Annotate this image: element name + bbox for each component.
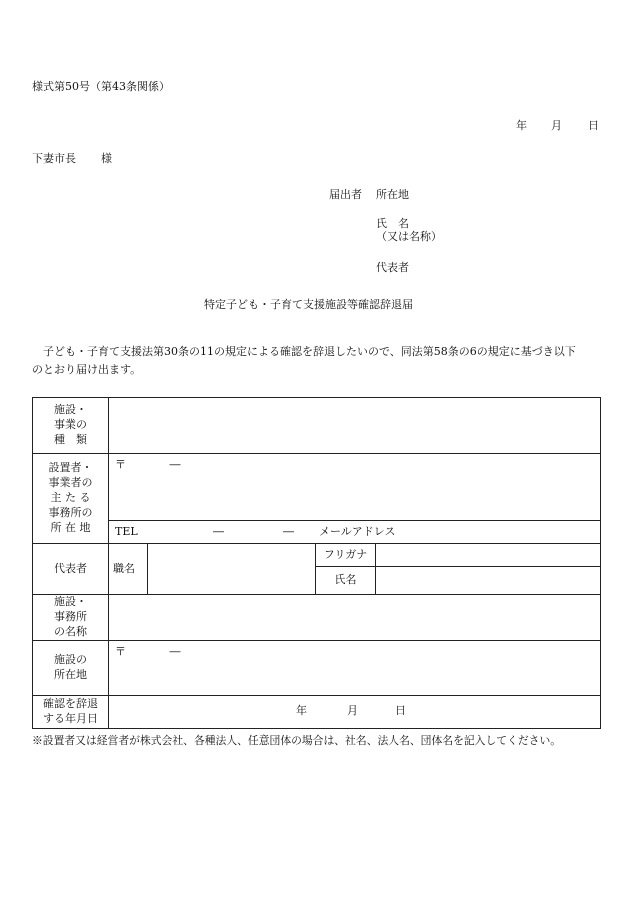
withdrawal-day: 日 — [395, 704, 406, 717]
facility-location-field[interactable] — [109, 641, 601, 696]
row-facility-location — [33, 641, 601, 696]
operator-address-field[interactable] — [109, 454, 601, 521]
row-operator-contact — [33, 521, 601, 544]
applicant-label: 届出者 — [329, 188, 362, 201]
date-year: 年 — [516, 119, 527, 132]
furigana-label: フリガナ — [316, 544, 376, 567]
job-title-field[interactable] — [148, 544, 316, 595]
facility-location-label: 施設の 所在地 — [33, 641, 109, 696]
applicant-name-label: 氏 名 — [376, 217, 409, 230]
facility-type-label: 施設・ 事業の 種 類 — [33, 398, 109, 454]
body-text-line1: 子ども・子育て支援法第30条の11の規定による確認を辞退したいので、同法第58条の6の規定に基づき以下 — [32, 345, 576, 358]
date-month: 月 — [551, 119, 562, 132]
notification-form-table — [32, 397, 601, 729]
date-day: 日 — [588, 119, 599, 132]
footnote: ※設置者又は経営者が株式会社、各種法人、任意団体の場合は、社名、法人名、団体名を記入してください。 — [32, 734, 562, 747]
applicant-address-label: 所在地 — [376, 188, 409, 201]
facility-name-field[interactable] — [109, 595, 601, 641]
withdrawal-date-label: 確認を辞退 する年月日 — [33, 696, 109, 729]
facility-name-label: 施設・ 事務所 の名称 — [33, 595, 109, 641]
withdrawal-year: 年 — [296, 704, 307, 717]
representative-label: 代表者 — [33, 544, 109, 595]
addressee-name: 下妻市長 — [32, 152, 76, 165]
applicant-name-sub: （又は名称） — [376, 230, 442, 243]
row-operator-address — [33, 454, 601, 521]
facility-type-field[interactable] — [109, 398, 601, 454]
form-number: 様式第50号（第43条関係） — [32, 80, 170, 93]
tel-dash-1: ― — [213, 524, 224, 538]
row-facility-type — [33, 398, 601, 454]
document-title: 特定子ども・子育て支援施設等確認辞退届 — [204, 298, 413, 311]
postal-mark: 〒 — [115, 458, 126, 471]
job-title-label: 職名 — [109, 544, 148, 595]
postal-dash: ― — [169, 458, 181, 471]
tel-label: TEL — [115, 524, 138, 538]
withdrawal-month: 月 — [347, 704, 358, 717]
withdrawal-date-field[interactable] — [109, 696, 601, 729]
row-withdrawal-date — [33, 696, 601, 729]
rep-name-label: 氏名 — [316, 567, 376, 595]
operator-contact-field[interactable] — [109, 521, 601, 544]
tel-dash-2: ― — [283, 524, 294, 538]
body-text-line2: のとおり届け出ます。 — [32, 363, 142, 376]
operator-address-label: 設置者・ 事業者の 主 た る 事務所の 所 在 地 — [33, 454, 109, 544]
row-facility-name — [33, 595, 601, 641]
addressee-honorific: 様 — [101, 152, 112, 165]
rep-name-field[interactable] — [376, 567, 601, 595]
postal-dash: ― — [169, 645, 181, 658]
furigana-field[interactable] — [376, 544, 601, 567]
email-label: メールアドレス — [319, 524, 396, 538]
applicant-rep-label: 代表者 — [376, 261, 409, 274]
row-representative-furigana — [33, 544, 601, 567]
postal-mark: 〒 — [115, 645, 126, 658]
